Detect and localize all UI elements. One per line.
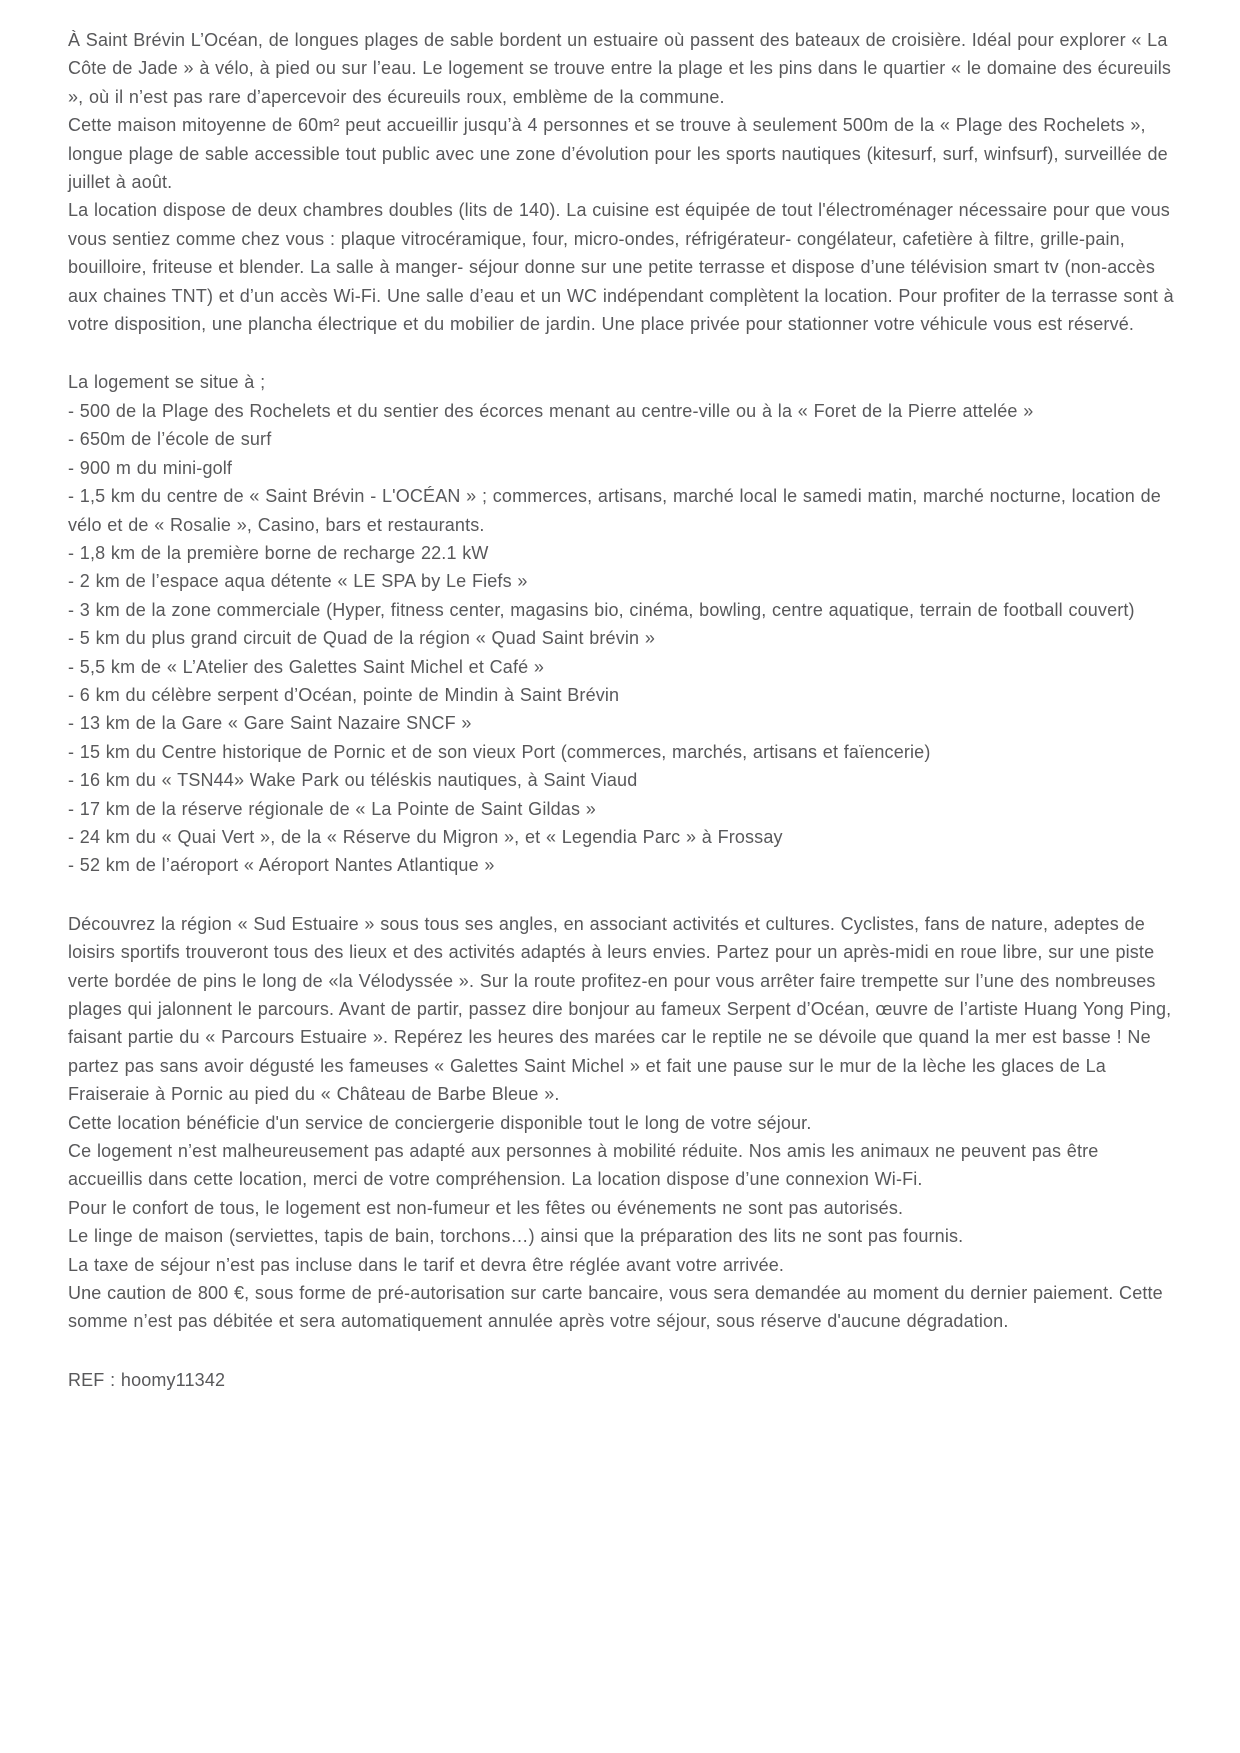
region-paragraph-1: Découvrez la région « Sud Estuaire » sous tous ses angles, en associant activités et cultures. Cyclistes, fans de nature, adeptes de loisirs sportifs trouveront tous des lieux et des activités adaptés à leurs envies. Partez pour un après-midi en roue libre, sur une piste verte bordée de pins le long de «la Vélodyssée ». Sur la route profitez-en pour vous arrêter faire trempette sur l’une des nombreuses plages qui jalonnent le parcours. Avant de partir, passez dire bonjour au fameux Serpent d’Océan, œuvre de l’artiste Huang Yong Ping, faisant partie du « Parcours Estuaire ». Repérez les heures des marées car le reptile ne se dévoile que quand la mer est basse ! Ne partez pas sans avoir dégusté les fameuses « Galettes Saint Michel » et fait une pause sur le mur de la lèche les glaces de La Fraiseraie à Pornic au pied du « Château de Barbe Bleue ».	[68, 913, 1172, 1105]
blank-line	[68, 880, 1178, 910]
intro-paragraph-3: La location dispose de deux chambres doubles (lits de 140). La cuisine est équipée de tout l'électroménager nécessaire pour que vous vous sentiez comme chez vous : plaque vitrocéramique, four, micro-ondes, réfrigérateur- congélateur, cafetière à filtre, grille-pain, bouilloire, friteuse et blender. La salle à manger- séjour donne sur une petite terrasse et dispose d’une télévision smart tv (non-accès aux chaines TNT) et d’un accès Wi-Fi. Une salle d’eau et un WC indépendant complètent la location. Pour profiter de la terrasse sont à votre disposition, une plancha électrique et du mobilier de jardin. Une place privée pour stationner votre véhicule vous est réservé.	[68, 200, 1174, 335]
region-paragraph-4: Pour le confort de tous, le logement est non-fumeur et les fêtes ou événements ne sont pas autorisés.	[68, 1197, 904, 1218]
location-item: - 500 de la Plage des Rochelets et du sentier des écorces menant au centre-ville ou à la « Foret de la Pierre attelée »	[68, 400, 1034, 421]
location-heading: La logement se situe à ;	[68, 372, 266, 393]
location-item: - 5 km du plus grand circuit de Quad de la région « Quad Saint brévin »	[68, 628, 655, 649]
location-item: - 13 km de la Gare « Gare Saint Nazaire SNCF »	[68, 713, 472, 734]
location-item: - 900 m du mini-golf	[68, 457, 233, 478]
blank-line	[68, 1336, 1178, 1366]
location-item: - 6 km du célèbre serpent d’Océan, pointe de Mindin à Saint Brévin	[68, 684, 620, 705]
region-paragraph-3: Ce logement n’est malheureusement pas adapté aux personnes à mobilité réduite. Nos amis les animaux ne peuvent pas être accueillis dans cette location, merci de votre compréhension. La location dispose d’une connexion Wi-Fi.	[68, 1141, 1099, 1190]
location-item: - 5,5 km de « L’Atelier des Galettes Saint Michel et Café »	[68, 656, 545, 677]
location-item: - 24 km du « Quai Vert », de la « Réserve du Migron », et « Legendia Parc » à Frossay	[68, 826, 783, 847]
location-item: - 3 km de la zone commerciale (Hyper, fitness center, magasins bio, cinéma, bowling, centre aquatique, terrain de football couvert)	[68, 599, 1135, 620]
region-paragraph-6: La taxe de séjour n’est pas incluse dans le tarif et devra être réglée avant votre arrivée.	[68, 1254, 785, 1275]
region-paragraph-7: Une caution de 800 €, sous forme de pré-autorisation sur carte bancaire, vous sera demandée au moment du dernier paiement. Cette somme n’est pas débitée et sera automatiquement annulée après votre séjour, sous réserve d'aucune dégradation.	[68, 1283, 1163, 1332]
reference-number: REF : hoomy11342	[68, 1369, 226, 1390]
location-item: - 52 km de l’aéroport « Aéroport Nantes Atlantique »	[68, 855, 495, 876]
intro-paragraph-1: À Saint Brévin L’Océan, de longues plages de sable bordent un estuaire où passent des bateaux de croisière. Idéal pour explorer « La Côte de Jade » à vélo, à pied ou sur l’eau. Le logement se trouve entre la plage et les pins dans le quartier « le domaine des écureuils », où il n’est pas rare d’apercevoir des écureuils roux, emblème de la commune.	[68, 30, 1172, 107]
location-item: - 2 km de l’espace aqua détente « LE SPA by Le Fiefs »	[68, 571, 528, 592]
location-item: - 16 km du « TSN44» Wake Park ou téléskis nautiques, à Saint Viaud	[68, 770, 638, 791]
location-item: - 15 km du Centre historique de Pornic et de son vieux Port (commerces, marchés, artisans et faïencerie)	[68, 741, 931, 762]
region-paragraph-5: Le linge de maison (serviettes, tapis de bain, torchons…) ainsi que la préparation des lits ne sont pas fournis.	[68, 1226, 964, 1247]
blank-line	[68, 338, 1178, 368]
location-item: - 650m de l’école de surf	[68, 429, 272, 450]
location-item: - 1,8 km de la première borne de recharge 22.1 kW	[68, 542, 489, 563]
location-item: - 1,5 km du centre de « Saint Brévin - L'OCÉAN » ; commerces, artisans, marché local le samedi matin, marché nocturne, location de vélo et de « Rosalie », Casino, bars et restaurants.	[68, 486, 1161, 535]
location-item: - 17 km de la réserve régionale de « La Pointe de Saint Gildas »	[68, 798, 596, 819]
region-paragraph-2: Cette location bénéficie d'un service de conciergerie disponible tout le long de votre séjour.	[68, 1112, 812, 1133]
intro-paragraph-2: Cette maison mitoyenne de 60m² peut accueillir jusqu’à 4 personnes et se trouve à seulement 500m de la « Plage des Rochelets », longue plage de sable accessible tout public avec une zone d’évolution pour les sports nautiques (kitesurf, surf, winfsurf), surveillée de juillet à août.	[68, 115, 1168, 193]
